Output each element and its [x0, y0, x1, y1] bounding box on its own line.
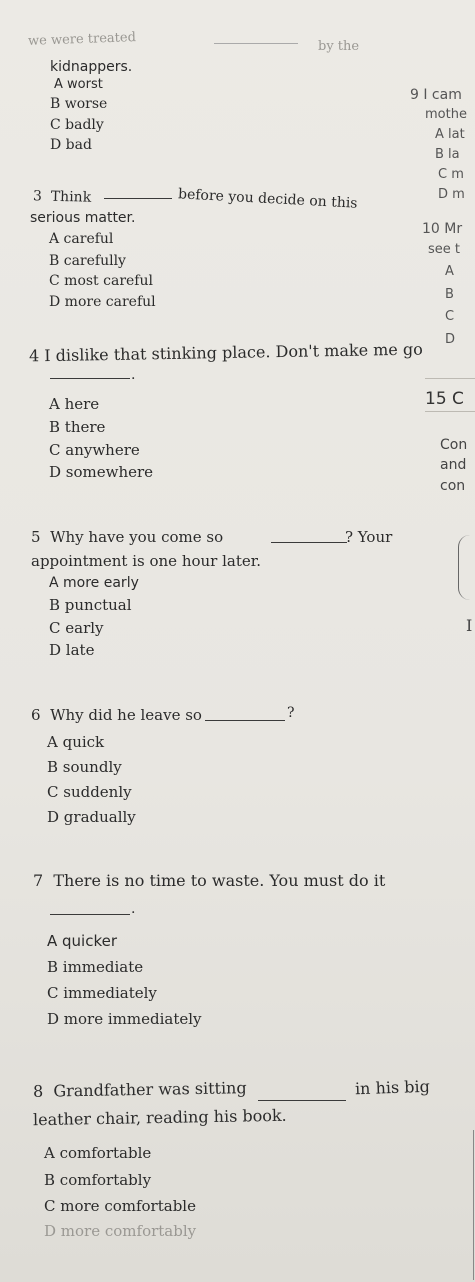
- answer-blank-q3[interactable]: [104, 198, 172, 199]
- question-8-stem: 8 Grandfather was sitting: [32, 1078, 247, 1101]
- question-10-option-b[interactable]: B: [445, 287, 454, 302]
- question-3-option-c[interactable]: C most careful: [49, 273, 153, 289]
- section-15-line3: con: [440, 478, 466, 494]
- question-3-option-d[interactable]: D more careful: [49, 294, 156, 310]
- question-4-option-d[interactable]: D somewhere: [49, 463, 154, 481]
- question-7-option-d[interactable]: D more immediately: [47, 1010, 202, 1028]
- question-6-option-a[interactable]: A quick: [47, 733, 105, 751]
- question-9-option-a[interactable]: A lat: [435, 127, 465, 142]
- question-8-option-b[interactable]: B comfortably: [44, 1171, 152, 1189]
- question-8-option-c[interactable]: C more comfortable: [44, 1197, 196, 1215]
- question-5-option-b[interactable]: B punctual: [49, 596, 132, 614]
- section-divider-bottom: [425, 411, 475, 412]
- question-10-option-d[interactable]: D: [445, 332, 456, 347]
- question-3-option-b[interactable]: B carefully: [49, 253, 126, 269]
- section-15-line2: and: [440, 457, 467, 473]
- section-divider-top: [425, 378, 475, 379]
- header-option-b[interactable]: B worse: [50, 96, 108, 112]
- side-mark: I: [466, 616, 473, 635]
- question-7-option-c[interactable]: C immediately: [47, 984, 157, 1002]
- question-8-stem-line2: leather chair, reading his book.: [32, 1105, 287, 1130]
- question-9-option-b[interactable]: B la: [435, 147, 460, 162]
- header-option-d[interactable]: D bad: [50, 137, 92, 153]
- question-10-option-a[interactable]: A: [445, 264, 454, 279]
- question-6-stem: 6 Why did he leave so: [31, 706, 202, 724]
- question-7-option-a[interactable]: A quicker: [47, 932, 118, 950]
- question-5-option-c[interactable]: C early: [49, 619, 104, 637]
- question-6-option-d[interactable]: D gradually: [47, 808, 136, 826]
- answer-blank-q5[interactable]: [271, 542, 347, 543]
- question-3-stem-line2: serious matter.: [30, 210, 136, 226]
- question-10-stem-line2: see t: [428, 242, 460, 257]
- header-line-tail: by the: [318, 39, 360, 54]
- header-line: we were treated: [27, 30, 137, 49]
- section-15-line1: Con: [440, 437, 468, 453]
- question-4-option-a[interactable]: A here: [49, 395, 100, 413]
- answer-blank-q6[interactable]: [205, 720, 285, 721]
- question-10-stem: 10 Mr: [422, 221, 463, 237]
- question-8-stem-after: in his big: [354, 1076, 431, 1099]
- section-15-heading: 15 C: [425, 389, 464, 409]
- question-9-stem-line2: mothe: [425, 107, 467, 122]
- answer-blank-header[interactable]: [214, 43, 298, 44]
- question-5-option-a[interactable]: A more early: [49, 575, 139, 591]
- question-5-option-d[interactable]: D late: [49, 641, 95, 659]
- question-8-option-d[interactable]: D more comfortably: [44, 1222, 197, 1240]
- question-8-option-a[interactable]: A comfortable: [44, 1144, 152, 1162]
- question-6-option-b[interactable]: B soundly: [47, 758, 122, 776]
- question-5-stem-after: ? Your: [345, 528, 393, 546]
- header-option-a[interactable]: A worst: [54, 77, 103, 92]
- page-edge-line: [473, 1130, 474, 1280]
- question-9-option-c[interactable]: C m: [438, 167, 464, 182]
- side-bracket: [458, 535, 475, 600]
- question-3-stem: 3 Think: [32, 188, 92, 206]
- answer-blank-q4[interactable]: [50, 378, 130, 379]
- question-4-option-b[interactable]: B there: [49, 418, 106, 436]
- question-5-stem: 5 Why have you come so: [31, 528, 224, 546]
- question-3-option-a[interactable]: A careful: [49, 231, 114, 247]
- question-5-stem-line2: appointment is one hour later.: [31, 552, 262, 570]
- question-4-option-c[interactable]: C anywhere: [49, 441, 140, 459]
- question-10-option-c[interactable]: C: [445, 309, 455, 324]
- question-4-stem: 4 I dislike that stinking place. Don't make me go: [28, 339, 423, 366]
- header-kidnappers: kidnappers.: [50, 59, 133, 75]
- header-option-c[interactable]: C badly: [50, 117, 104, 133]
- question-7-option-b[interactable]: B immediate: [47, 958, 144, 976]
- question-9-option-d[interactable]: D m: [438, 187, 465, 202]
- answer-blank-q7[interactable]: [50, 914, 130, 915]
- question-3-stem-after: before you decide on this: [177, 186, 358, 212]
- question-9-stem: 9 I cam: [410, 87, 462, 103]
- question-4-period: .: [131, 367, 136, 383]
- question-6-option-c[interactable]: C suddenly: [47, 783, 132, 801]
- answer-blank-q8[interactable]: [258, 1100, 346, 1101]
- question-6-stem-after: ?: [287, 705, 295, 721]
- question-7-period: .: [131, 901, 136, 917]
- question-7-stem: 7 There is no time to waste. You must do it: [33, 871, 386, 890]
